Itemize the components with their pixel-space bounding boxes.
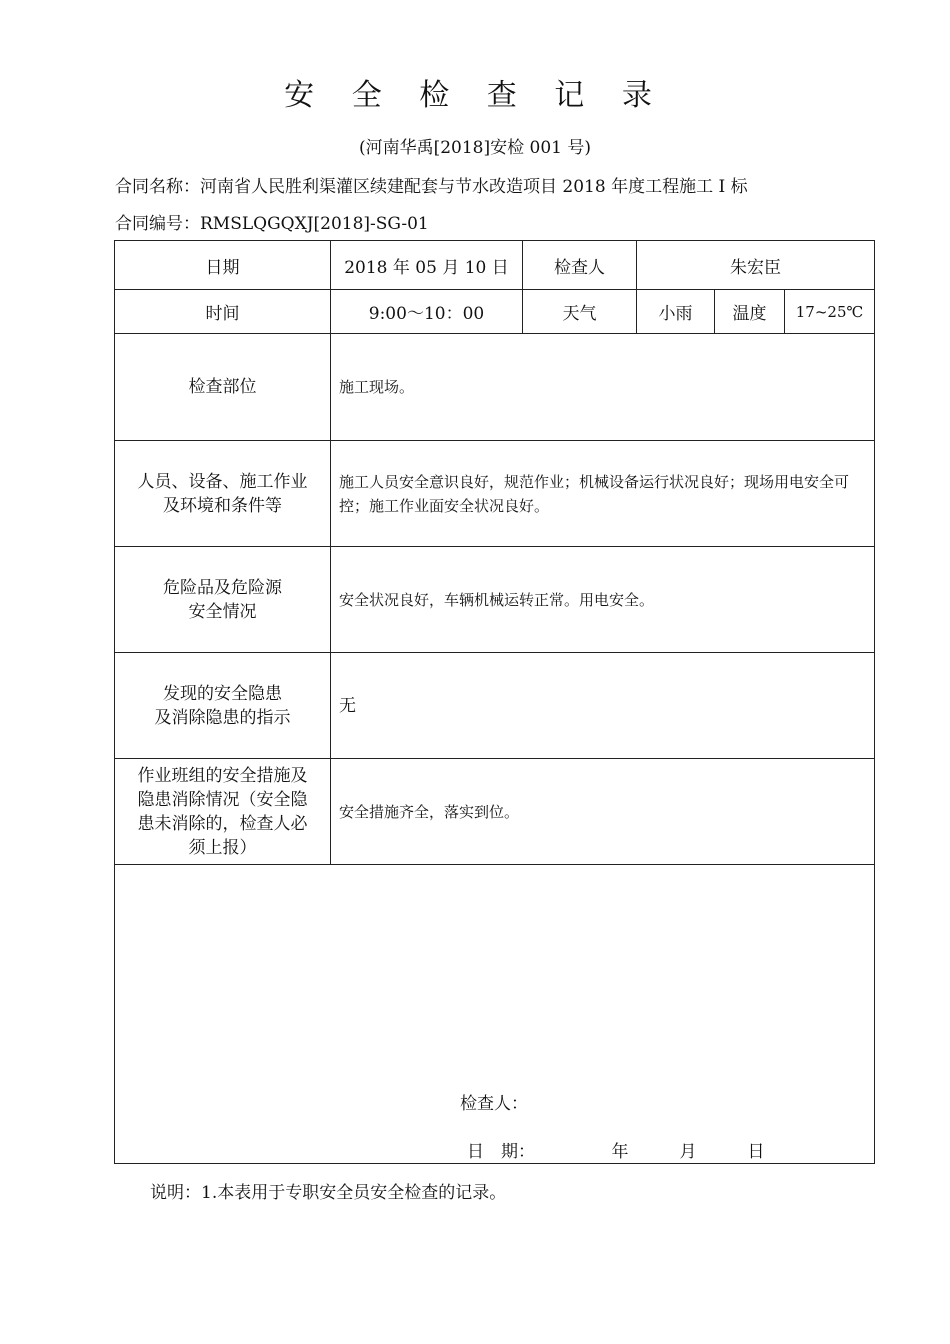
- document-number: (河南华禹[2018]安检 001 号): [358, 138, 592, 158]
- temperature-value: 17~25℃: [785, 290, 875, 334]
- inspector-value: 朱宏臣: [637, 241, 875, 290]
- table-row: [115, 653, 875, 759]
- signature-inspector: 检查人：: [460, 1094, 528, 1114]
- table-row: [115, 759, 875, 865]
- hidden-danger-content: 无: [331, 653, 875, 759]
- inspection-location-label: 检查部位: [115, 334, 331, 441]
- table-row: [115, 241, 875, 290]
- signature-area: [115, 865, 875, 1164]
- table-row: [115, 334, 875, 441]
- inspector-label: 检查人: [523, 241, 637, 290]
- inspection-table: [114, 240, 875, 1164]
- table-row: [115, 290, 875, 334]
- personnel-equipment-label: 人员、设备、施工作业 及环境和条件等: [115, 441, 331, 547]
- time-value: 9:00～10：00: [331, 290, 523, 334]
- hazard-label: 危险品及危险源 安全情况: [115, 547, 331, 653]
- table-row: [115, 547, 875, 653]
- hidden-danger-label: 发现的安全隐患 及消除隐患的指示: [115, 653, 331, 759]
- inspection-location-content: 施工现场。: [331, 334, 875, 441]
- date-value: 2018 年 05 月 10 日: [331, 241, 523, 290]
- measures-content: 安全措施齐全，落实到位。: [331, 759, 875, 865]
- table-row: [115, 441, 875, 547]
- hazard-content: 安全状况良好，车辆机械运转正常。用电安全。: [331, 547, 875, 653]
- signature-date: 日 期： 年 月 日: [467, 1142, 765, 1162]
- table-row: [115, 865, 875, 1164]
- personnel-equipment-content: 施工人员安全意识良好，规范作业；机械设备运行状况良好；现场用电安全可控；施工作业面安全状况良好。: [331, 441, 875, 547]
- date-label: 日期: [115, 241, 331, 290]
- contract-name: 合同名称：河南省人民胜利渠灌区续建配套与节水改造项目 2018 年度工程施工 I 标: [115, 177, 748, 197]
- document-title: 安 全 检 查 记 录: [284, 78, 666, 113]
- temperature-label: 温度: [715, 290, 785, 334]
- weather-label: 天气: [523, 290, 637, 334]
- contract-number: 合同编号：RMSLQGQXJ[2018]-SG-01: [115, 214, 429, 234]
- footnote: 说明：1.本表用于专职安全员安全检查的记录。: [150, 1183, 507, 1203]
- measures-label: 作业班组的安全措施及 隐患消除情况（安全隐 患未消除的，检查人必 须上报）: [115, 759, 331, 865]
- weather-value: 小雨: [637, 290, 715, 334]
- time-label: 时间: [115, 290, 331, 334]
